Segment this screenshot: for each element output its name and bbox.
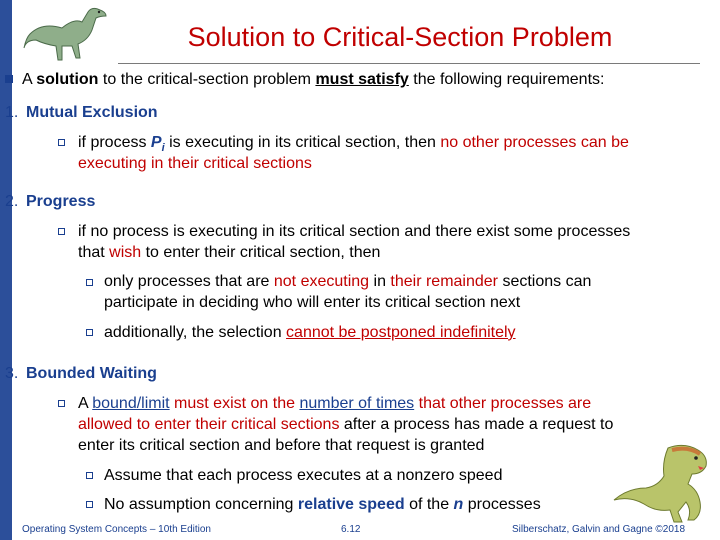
intro-text: A solution to the critical-section problem must satisfy the following requirements:	[22, 71, 605, 88]
req1-bullet1-line1: if process $P_i$ is executing in its critical section, then no other processes can be	[78, 134, 629, 155]
dinosaur-icon	[608, 440, 716, 526]
footer-book-title: Operating System Concepts – 10th Edition	[22, 524, 211, 535]
hollow-square-icon	[86, 329, 93, 336]
req3-bullet3: No assumption concerning relative speed of the n processes	[104, 496, 541, 513]
hollow-square-icon	[86, 472, 93, 479]
req2-bullet3: additionally, the selection cannot be postponed indefinitely	[104, 324, 516, 341]
req3-bullet1-line2: allowed to enter their critical sections after a process has made a request to	[78, 416, 614, 433]
req2-bullet1-line1: if no process is executing in its critical section and there exist some processes	[78, 223, 631, 240]
title-part2: to Critical-Section Problem	[292, 22, 613, 52]
hollow-square-icon	[58, 139, 65, 146]
req3-bullet1-line3: enter its critical section and before that request is granted	[78, 437, 485, 454]
hollow-square-icon	[58, 400, 65, 407]
req2-heading: Progress	[26, 193, 96, 210]
req3-bullet1-line1: A bound/limit must exist on the number of times that other processes are	[78, 395, 592, 412]
req1-bullet1-line2: executing in their critical sections	[78, 155, 312, 172]
footer-page-number: 6.12	[341, 524, 361, 535]
hollow-square-icon	[58, 228, 65, 235]
req2-bullet2-line2: participate in deciding who will enter its critical section next	[104, 294, 521, 311]
filled-square-icon	[5, 75, 13, 83]
req3-number: 3.	[5, 365, 19, 382]
req2-bullet1-line2: that wish to enter their critical section, then	[78, 244, 381, 261]
title-part1: Solution	[187, 22, 286, 52]
req1-number: 1.	[5, 104, 19, 121]
req2-number: 2.	[5, 193, 19, 210]
footer-authors: Silberschatz, Galvin and Gagne ©2018	[512, 524, 686, 535]
title-divider	[118, 63, 700, 64]
req1-heading: Mutual Exclusion	[26, 104, 158, 121]
req2-bullet2-line1: only processes that are not executing in their remainder sections can	[104, 273, 592, 290]
slide-title	[0, 22, 720, 53]
req3-heading: Bounded Waiting	[26, 365, 157, 382]
hollow-square-icon	[86, 501, 93, 508]
req3-bullet2: Assume that each process executes at a nonzero speed	[104, 467, 503, 484]
hollow-square-icon	[86, 279, 93, 286]
